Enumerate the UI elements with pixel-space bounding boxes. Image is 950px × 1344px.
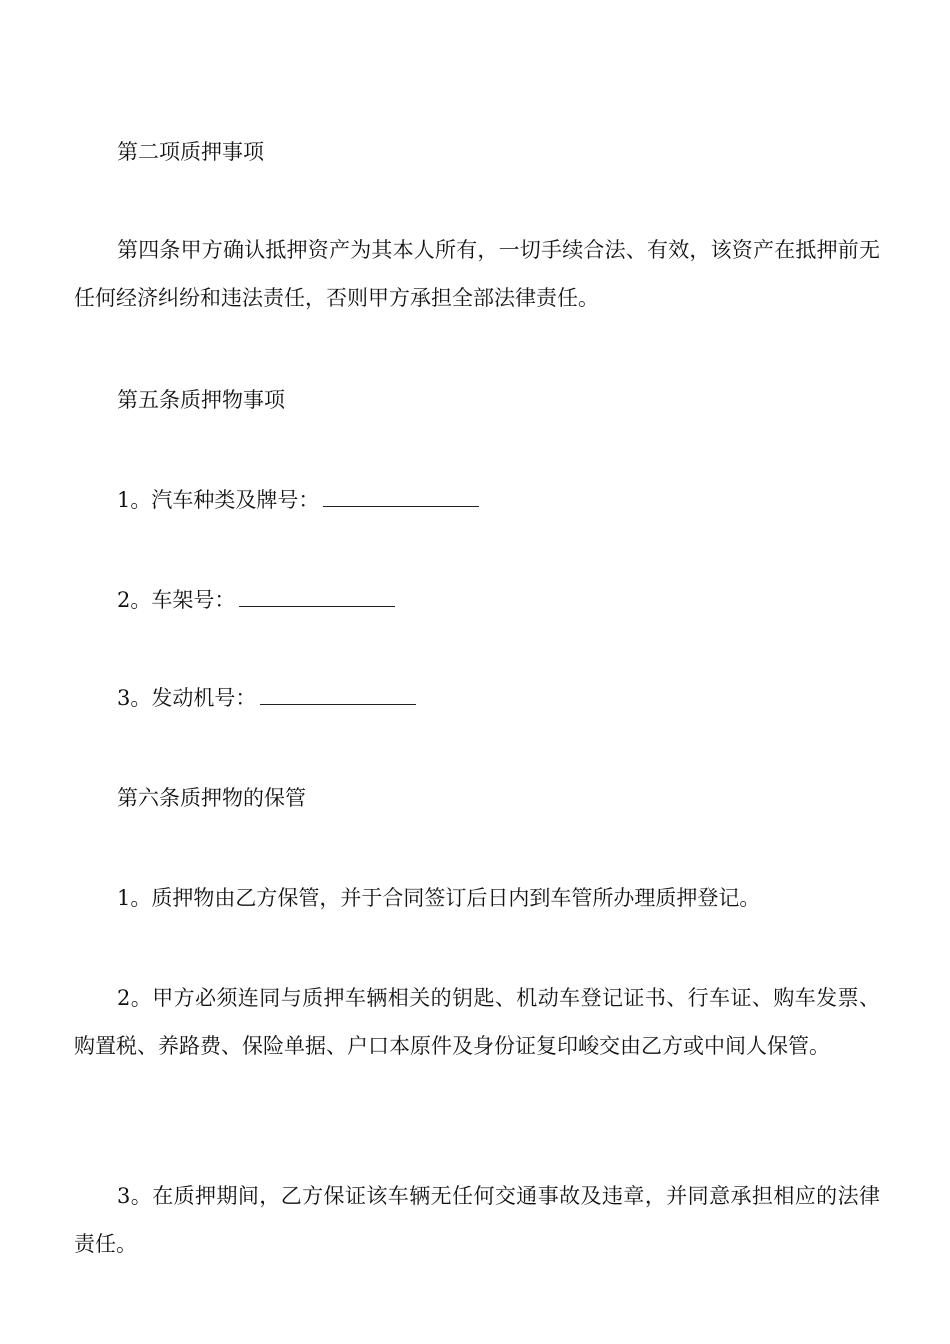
fill-in-blank xyxy=(260,684,416,705)
fill-in-blank xyxy=(323,486,479,507)
article-5-item-3 xyxy=(117,674,923,722)
section-title: 第二项质押事项 xyxy=(117,140,264,164)
article-5-item-1 xyxy=(117,476,923,524)
article-5-item-2 xyxy=(117,576,923,624)
fill-in-blank xyxy=(239,586,395,607)
article-5-item-1-label: 1。汽车种类及牌号： xyxy=(117,488,320,512)
article-6-title: 第六条质押物的保管 xyxy=(117,786,306,810)
article-4-paragraph: 第四条甲方确认抵押资产为其本人所有，一切手续合法、有效，该资产在抵押前无任何经济纠纷和违法责任，否则甲方承担全部法律责任。 xyxy=(74,238,880,310)
article-6-item-2: 2。甲方必须连同与质押车辆相关的钥匙、机动车登记证书、行车证、购车发票、购置税、养路费、保险单据、户口本原件及身份证复印峻交由乙方或中间人保管。 xyxy=(74,986,880,1058)
article-6-item-3: 3。在质押期间，乙方保证该车辆无任何交通事故及违章，并同意承担相应的法律责任。 xyxy=(74,1184,880,1256)
article-5-title: 第五条质押物事项 xyxy=(117,388,285,412)
article-5-item-2-label: 2。车架号： xyxy=(117,588,236,612)
article-5-item-3-label: 3。发动机号： xyxy=(117,686,257,710)
article-6-item-1: 1。质押物由乙方保管，并于合同签订后日内到车管所办理质押登记。 xyxy=(117,886,761,910)
